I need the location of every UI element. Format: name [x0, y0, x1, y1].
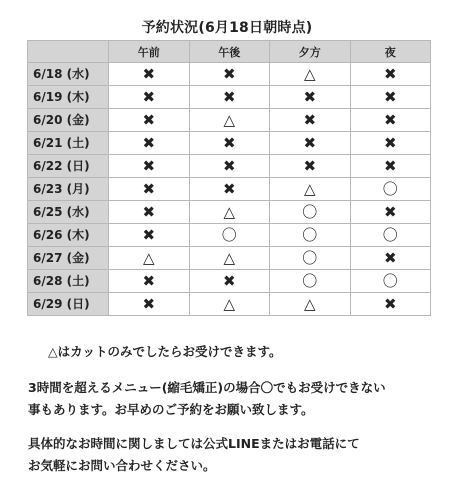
- row-date: 6/25 (水): [28, 201, 109, 224]
- row-date: 6/20 (金): [28, 109, 109, 132]
- slot-night: 〇: [350, 224, 431, 247]
- table-body: [28, 63, 431, 316]
- table-header-row: [28, 41, 431, 63]
- slot-morning: ✖: [109, 132, 190, 155]
- slot-morning: △: [109, 247, 190, 270]
- note-line: 事もあります。お早めのご予約をお願い致します。: [28, 402, 314, 417]
- slot-night: ✖: [350, 109, 431, 132]
- slot-morning: ✖: [109, 155, 190, 178]
- header-afternoon: 午後: [189, 41, 270, 63]
- slot-evening: 〇: [270, 270, 351, 293]
- slot-night: 〇: [350, 178, 431, 201]
- slot-night: ✖: [350, 132, 431, 155]
- slot-night: ✖: [350, 293, 431, 316]
- row-date: 6/21 (土): [28, 132, 109, 155]
- slot-evening: ✖: [270, 86, 351, 109]
- table-row: [28, 155, 431, 178]
- slot-morning: ✖: [109, 63, 190, 86]
- slot-afternoon: △: [189, 293, 270, 316]
- slot-night: ✖: [350, 201, 431, 224]
- note-line: 具体的なお時間に関しましては公式LINEまたはお電話にて: [28, 436, 360, 451]
- slot-evening: ✖: [270, 109, 351, 132]
- slot-night: ✖: [350, 155, 431, 178]
- slot-afternoon: ✖: [189, 270, 270, 293]
- slot-afternoon: △: [189, 201, 270, 224]
- slot-evening: 〇: [270, 247, 351, 270]
- slot-afternoon: ✖: [189, 86, 270, 109]
- slot-afternoon: 〇: [189, 224, 270, 247]
- table-row: [28, 293, 431, 316]
- slot-afternoon: △: [189, 247, 270, 270]
- note-cut-only: [48, 341, 454, 363]
- row-date: 6/26 (木): [28, 224, 109, 247]
- header-corner: [28, 41, 109, 63]
- table-row: [28, 247, 431, 270]
- header-night: 夜: [350, 41, 431, 63]
- slot-evening: △: [270, 63, 351, 86]
- slot-evening: 〇: [270, 201, 351, 224]
- note-line: お気軽にお問い合わせください。: [28, 458, 216, 473]
- header-morning: 午前: [109, 41, 190, 63]
- slot-night: ✖: [350, 86, 431, 109]
- table-row: [28, 178, 431, 201]
- slot-morning: ✖: [109, 178, 190, 201]
- note-line: 3時間を超えるメニュー(縮毛矯正)の場合〇でもお受けできない: [28, 380, 386, 395]
- slot-morning: ✖: [109, 201, 190, 224]
- row-date: 6/22 (日): [28, 155, 109, 178]
- note-long-menu: [28, 377, 438, 421]
- note-contact: [28, 433, 438, 477]
- slot-night: ✖: [350, 63, 431, 86]
- row-date: 6/19 (木): [28, 86, 109, 109]
- page-title: 予約状況(6月18日朝時点): [141, 20, 313, 36]
- slot-morning: ✖: [109, 224, 190, 247]
- slot-evening: ✖: [270, 155, 351, 178]
- slot-morning: ✖: [109, 293, 190, 316]
- row-date: 6/28 (土): [28, 270, 109, 293]
- row-date: 6/23 (月): [28, 178, 109, 201]
- slot-morning: ✖: [109, 270, 190, 293]
- slot-afternoon: △: [189, 109, 270, 132]
- slot-morning: ✖: [109, 86, 190, 109]
- slot-afternoon: ✖: [189, 132, 270, 155]
- header-evening: 夕方: [270, 41, 351, 63]
- table-row: [28, 132, 431, 155]
- table-row: [28, 63, 431, 86]
- slot-afternoon: ✖: [189, 178, 270, 201]
- reservation-table: [27, 40, 431, 316]
- table-row: [28, 86, 431, 109]
- slot-night: ✖: [350, 247, 431, 270]
- slot-evening: 〇: [270, 224, 351, 247]
- note-line: △はカットのみでしたらお受けできます。: [48, 344, 282, 359]
- row-date: 6/27 (金): [28, 247, 109, 270]
- slot-evening: ✖: [270, 132, 351, 155]
- table-row: [28, 224, 431, 247]
- slot-morning: ✖: [109, 109, 190, 132]
- table-row: [28, 270, 431, 293]
- slot-night: 〇: [350, 270, 431, 293]
- table-row: [28, 109, 431, 132]
- row-date: 6/18 (水): [28, 63, 109, 86]
- slot-evening: △: [270, 293, 351, 316]
- table-row: [28, 201, 431, 224]
- row-date: 6/29 (日): [28, 293, 109, 316]
- slot-evening: △: [270, 178, 351, 201]
- slot-afternoon: ✖: [189, 63, 270, 86]
- slot-afternoon: ✖: [189, 155, 270, 178]
